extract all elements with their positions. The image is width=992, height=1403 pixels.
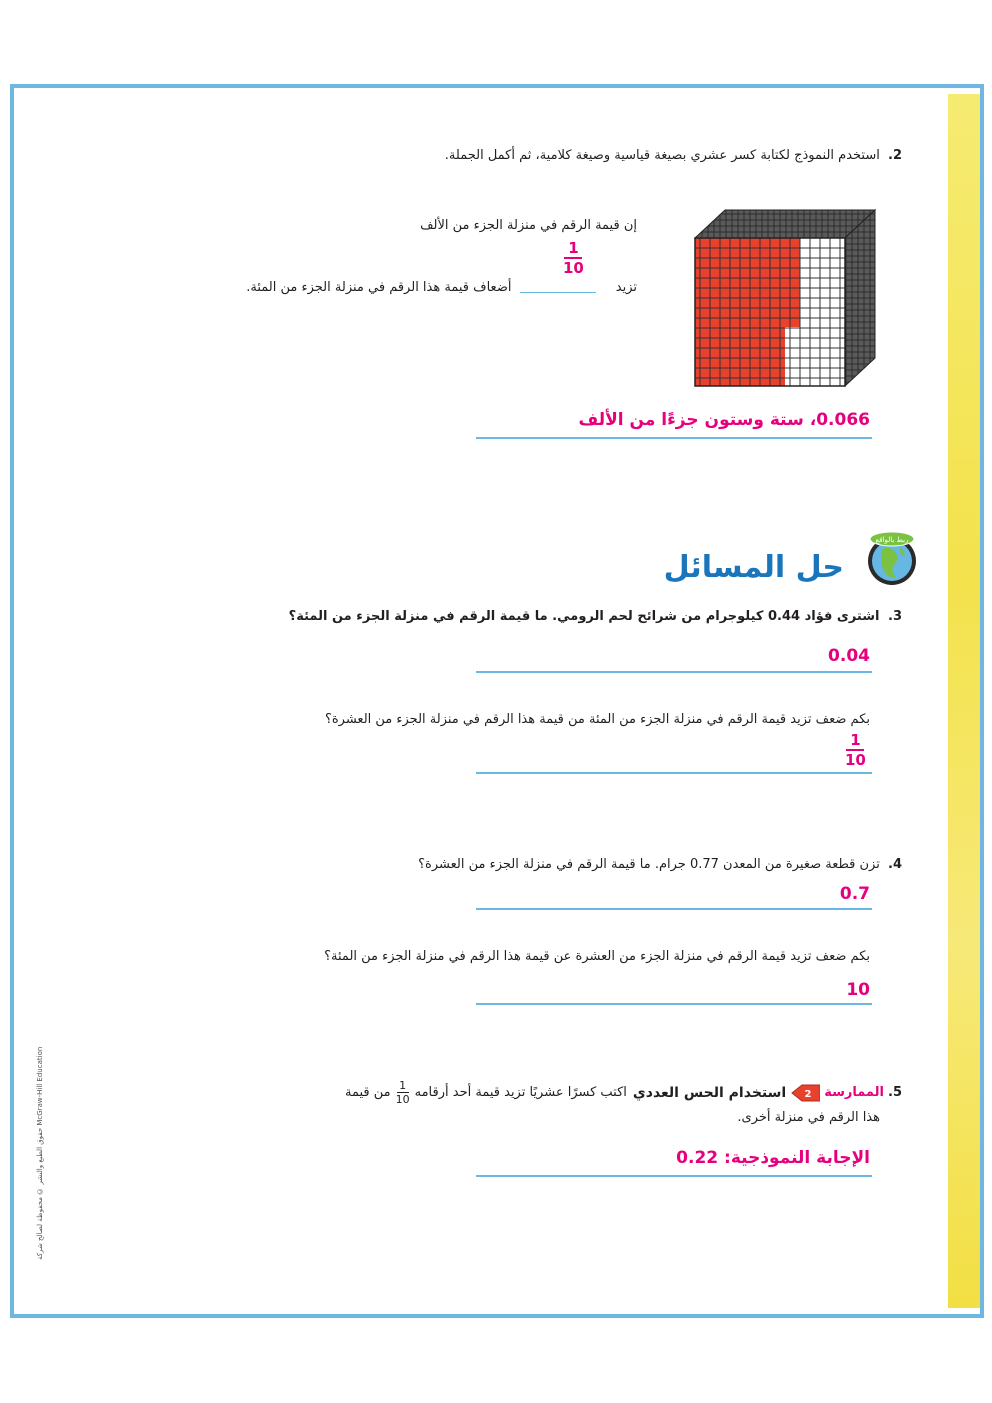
q4-prompt-text: تزن قطعة صغيرة من المعدن 0.77 جرام. ما قيمة الرقم في منزلة الجزء من العشرة؟	[418, 857, 880, 872]
practice-arrow-icon	[790, 1083, 820, 1103]
globe-icon	[860, 525, 924, 589]
q5-number: 5.	[888, 1085, 902, 1100]
q2-fill-blank-line	[520, 292, 596, 293]
q2-prompt	[445, 148, 902, 163]
q2-answer-fraction	[563, 240, 584, 276]
q5-prompt-c: هذا الرقم في منزلة أخرى.	[737, 1110, 880, 1125]
q4-number: 4.	[888, 857, 902, 872]
q4-answer2: 10	[846, 980, 870, 1000]
q4-prompt	[418, 857, 902, 872]
q5-prompt-a: اكتب كسرًا عشريًا تزيد قيمة أحد أرقامه	[414, 1085, 627, 1100]
q2-line2-before: تزيد	[615, 280, 637, 295]
q3-frac-den: 10	[845, 751, 866, 769]
q3-answer: 0.04	[828, 646, 870, 666]
section-title: حل المسائل	[663, 550, 844, 585]
q3-answer-fraction	[845, 732, 866, 768]
q2-number: 2.	[888, 148, 902, 163]
q2-frac-den: 10	[563, 259, 584, 277]
q5-answer-line	[476, 1175, 872, 1177]
q2-frac-num: 1	[568, 239, 579, 257]
q3-followup: بكم ضعف تزيد قيمة الرقم في منزلة الجزء من المئة من قيمة هذا الرقم في منزلة الجزء من العشرة؟	[324, 712, 870, 727]
q2-line2-after: أضعاف قيمة هذا الرقم في منزلة الجزء من المئة.	[246, 280, 512, 295]
q3-prompt-text: اشترى فؤاد 0.44 كيلوجرام من شرائح لحم الرومي. ما قيمة الرقم في منزلة الجزء من المئة؟	[288, 609, 880, 624]
copyright-side-note: حقوق الطبع والنشر © محفوظة لصالح شركة McGraw-Hill Education	[36, 1046, 44, 1260]
q5-practice-label: الممارسة	[824, 1085, 884, 1100]
q3-frac-num: 1	[850, 731, 861, 749]
q2-answer: 0.066، ستة وستون جزءًا من الألف	[578, 410, 870, 430]
q2-answer-line	[476, 437, 872, 439]
q2-prompt-text: استخدم النموذج لكتابة كسر عشري بصيغة قياسية وصيغة كلامية، ثم أكمل الجملة.	[444, 148, 880, 163]
q5-frac-num: 1	[399, 1079, 407, 1092]
q2-line1: إن قيمة الرقم في منزلة الجزء من الألف	[420, 218, 637, 233]
q4-answer-line	[476, 908, 872, 910]
q5-skill: استخدام الحس العددي	[632, 1084, 787, 1101]
q5-prompt	[345, 1080, 902, 1105]
q5-practice-number: 2	[804, 1088, 812, 1100]
section-badge-text: ربط بالواقع	[875, 536, 909, 544]
q3-prompt	[289, 609, 902, 624]
thousand-cube-model	[690, 208, 880, 390]
q5-prompt-b: من قيمة	[345, 1085, 391, 1100]
q3-number: 3.	[888, 609, 902, 624]
q4-followup: بكم ضعف تزيد قيمة الرقم في منزلة الجزء من العشرة عن قيمة هذا الرقم في منزلة الجزء من المئة؟	[324, 949, 870, 964]
q3-followup-line	[476, 772, 872, 774]
q5-answer: الإجابة النموذجية: 0.22	[676, 1148, 870, 1168]
q5-fraction	[396, 1080, 410, 1105]
q4-followup-line	[476, 1003, 872, 1005]
q4-answer: 0.7	[839, 884, 870, 904]
q3-answer-line	[476, 671, 872, 673]
yellow-margin-strip	[948, 94, 980, 1308]
q5-frac-den: 10	[395, 1093, 410, 1106]
